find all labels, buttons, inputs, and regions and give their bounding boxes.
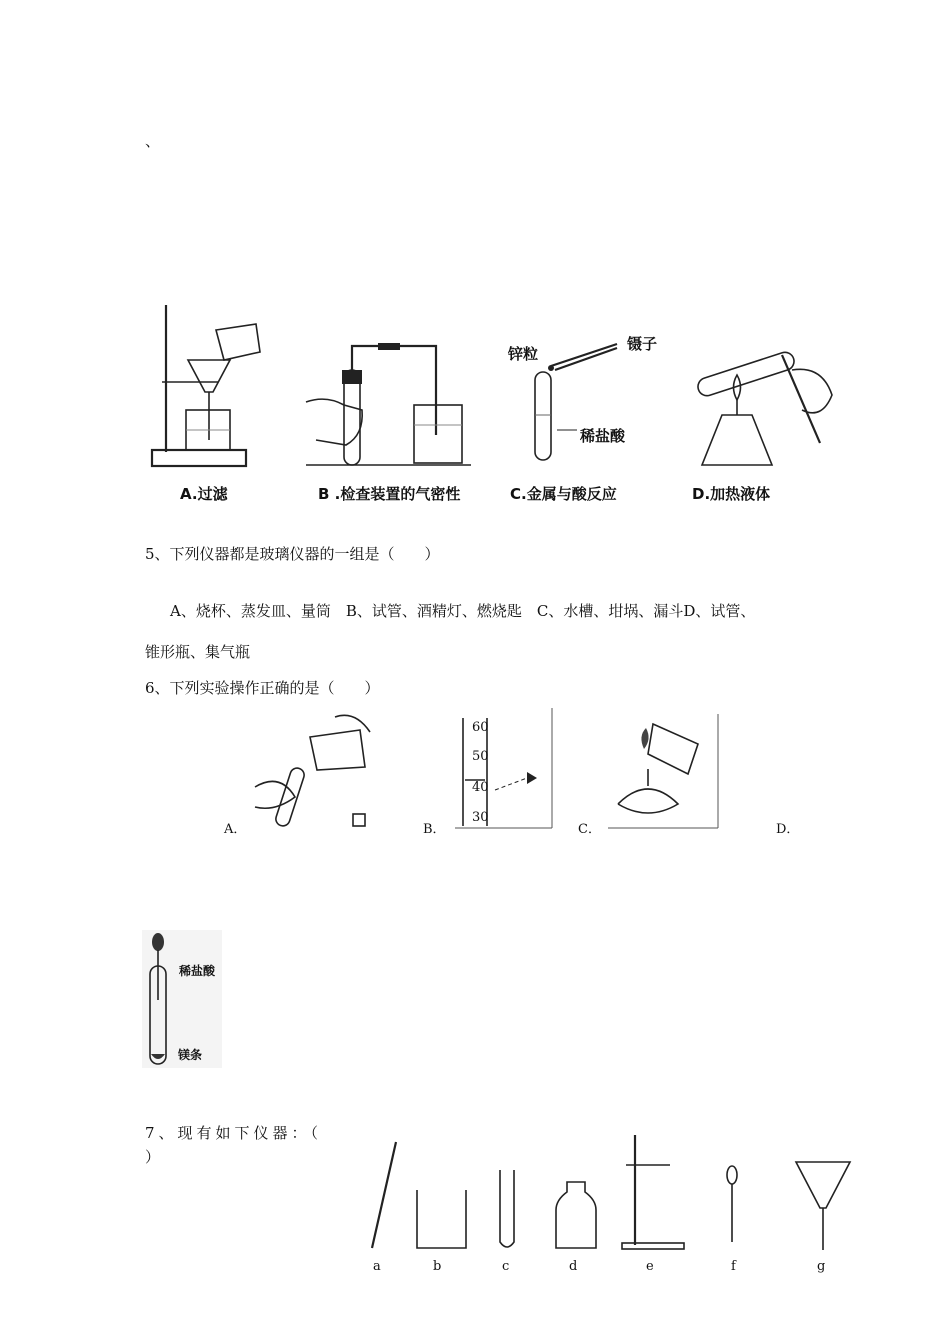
q7-question-line1: 7、现有如下仪器：（ xyxy=(145,1124,323,1142)
q5-options-line1: A、烧杯、蒸发皿、量筒 B、试管、酒精灯、燃烧匙 C、水槽、坩埚、漏斗D、试管、 xyxy=(170,602,756,620)
bottle-icon xyxy=(556,1182,596,1248)
heating-liquid-illustration xyxy=(692,325,837,470)
label-mg-strip: 镁条 xyxy=(178,1048,203,1062)
caption-d: D.加热液体 xyxy=(692,485,771,503)
caption-a: A.过滤 xyxy=(180,485,228,503)
instrument-label-g: g xyxy=(817,1259,826,1274)
q5-question: 5、下列仪器都是玻璃仪器的一组是（ ） xyxy=(145,545,440,563)
tick-40: 40 xyxy=(472,780,489,795)
pouring-liquid-illustration xyxy=(255,712,385,830)
label-acid-d: 稀盐酸 xyxy=(179,964,216,978)
caption-c: C.金属与酸反应 xyxy=(510,485,617,503)
q6-question: 6、下列实验操作正确的是（ ） xyxy=(145,679,380,697)
beaker-icon xyxy=(417,1190,466,1248)
alcohol-lamp-illustration xyxy=(608,714,720,830)
tick-60: 60 xyxy=(472,720,489,735)
instrument-row-illustration xyxy=(360,1130,860,1255)
instrument-label-f: f xyxy=(731,1259,736,1274)
instrument-label-b: b xyxy=(433,1259,442,1274)
caption-b: B .检查装置的气密性 xyxy=(318,485,461,503)
tick-50: 50 xyxy=(472,749,489,764)
q7-question-line2: ） xyxy=(145,1148,161,1166)
q6-option-d: D． xyxy=(776,822,800,837)
q6-option-b: B． xyxy=(423,822,446,837)
label-dilute-hcl: 稀盐酸 xyxy=(580,427,626,445)
top-mark: 、 xyxy=(145,132,161,150)
instrument-label-d: d xyxy=(569,1259,578,1274)
instrument-label-e: e xyxy=(646,1259,654,1274)
airtightness-check-illustration xyxy=(306,340,476,470)
dropper-icon xyxy=(727,1166,737,1184)
tick-30: 30 xyxy=(472,810,489,825)
q4-figure-strip xyxy=(0,0,950,520)
q5-options-line2: 锥形瓶、集气瓶 xyxy=(145,643,251,661)
filtration-apparatus-illustration xyxy=(148,300,258,475)
label-tweezers: 镊子 xyxy=(627,335,658,353)
test-tube-icon xyxy=(500,1170,514,1247)
q6-option-a: A． xyxy=(224,822,247,837)
label-zinc: 锌粒 xyxy=(508,345,539,363)
instrument-label-a: a xyxy=(373,1259,381,1274)
cylinder-reading-illustration xyxy=(455,708,555,830)
funnel-icon xyxy=(796,1162,850,1208)
instrument-label-c: c xyxy=(502,1259,510,1274)
q6-option-c: C． xyxy=(578,822,601,837)
glass-rod-icon xyxy=(372,1142,396,1248)
